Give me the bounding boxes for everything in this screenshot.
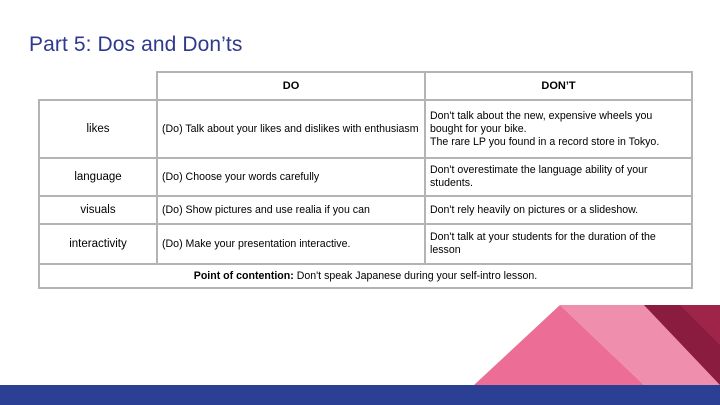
header-dont: DON’T bbox=[425, 72, 692, 100]
table-row bbox=[39, 196, 692, 224]
table-row bbox=[39, 158, 692, 196]
dont-cell-likes bbox=[425, 100, 692, 158]
bottom-accent-bar bbox=[0, 385, 720, 405]
table-row bbox=[39, 224, 692, 264]
row-label-interactivity: interactivity bbox=[39, 224, 157, 264]
dont-line: Don't talk about the new, expensive wheels you bought for your bike. bbox=[430, 109, 653, 135]
dos-donts-table-wrapper bbox=[38, 71, 693, 289]
table-row bbox=[39, 100, 692, 158]
row-label-likes: likes bbox=[39, 100, 157, 158]
point-of-contention-note bbox=[39, 264, 692, 288]
header-do: DO bbox=[157, 72, 425, 100]
note-label: Point of contention: bbox=[193, 269, 294, 282]
row-label-visuals: visuals bbox=[39, 196, 157, 224]
dont-line: The rare LP you found in a record store in Tokyo. bbox=[430, 135, 660, 148]
dont-cell-language bbox=[425, 158, 692, 196]
do-cell-likes: (Do) Talk about your likes and dislikes with enthusiasm bbox=[157, 100, 425, 158]
row-label-language: language bbox=[39, 158, 157, 196]
dont-line: Don't overestimate the language ability of your students. bbox=[430, 164, 648, 189]
note-text: Don't speak Japanese during your self-intro lesson. bbox=[293, 269, 538, 282]
table-note-row bbox=[39, 264, 692, 288]
dos-donts-table bbox=[38, 71, 693, 289]
dont-line: Don't talk at your students for the duration of the lesson bbox=[430, 231, 656, 256]
slide-title: Part 5: Dos and Don’ts bbox=[29, 33, 243, 56]
table-header-row bbox=[39, 72, 692, 100]
do-cell-visuals: (Do) Show pictures and use realia if you can bbox=[157, 196, 425, 224]
dont-cell-visuals bbox=[425, 196, 692, 224]
dont-line: Don't rely heavily on pictures or a slideshow. bbox=[430, 203, 639, 216]
dont-cell-interactivity bbox=[425, 224, 692, 264]
do-cell-language: (Do) Choose your words carefully bbox=[157, 158, 425, 196]
header-blank-cell bbox=[39, 72, 157, 100]
do-cell-interactivity: (Do) Make your presentation interactive. bbox=[157, 224, 425, 264]
